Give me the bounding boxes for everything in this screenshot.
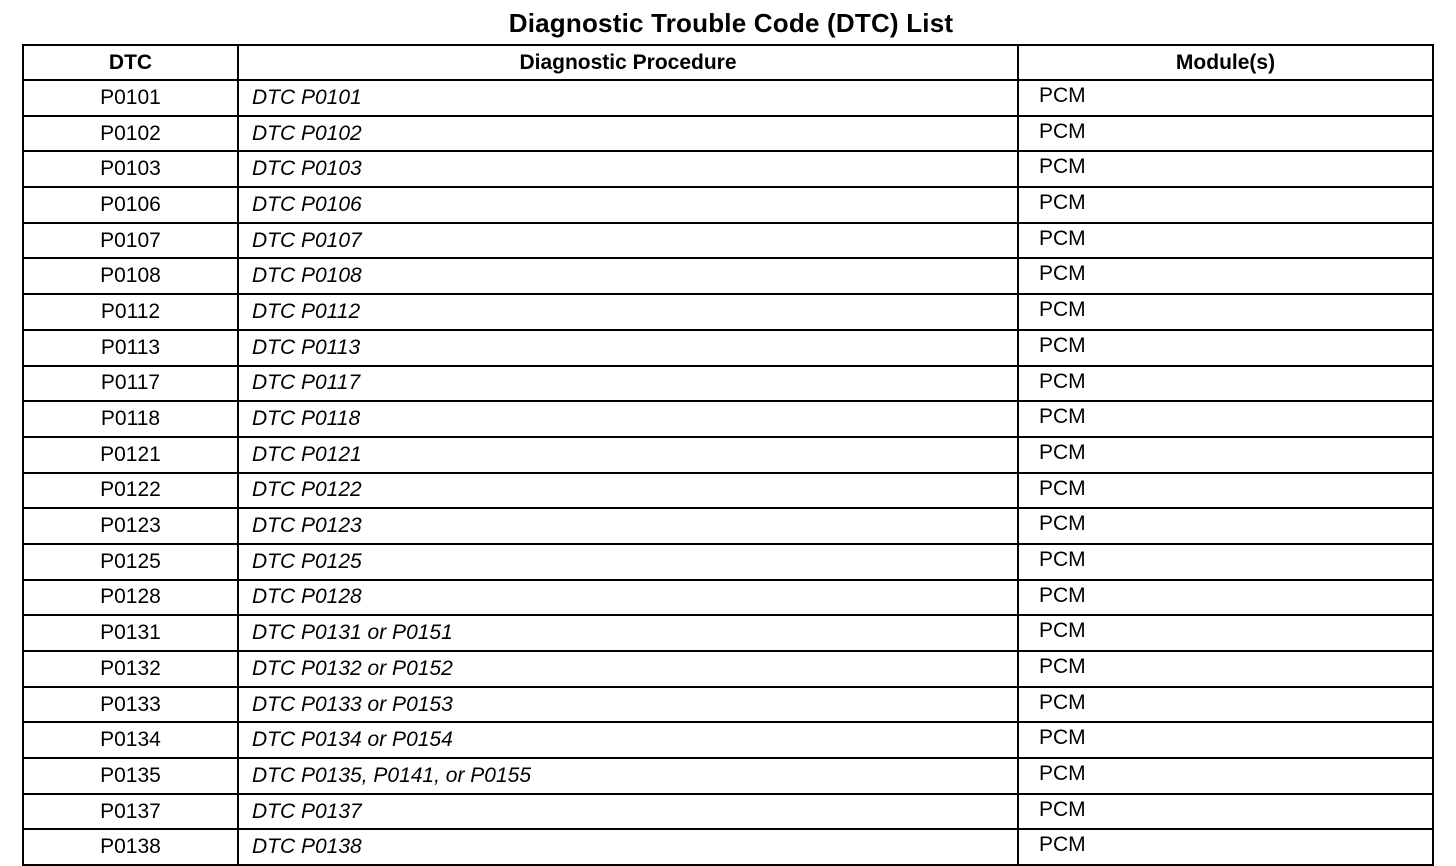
diagnostic-procedure-cell: DTC P0117 — [238, 366, 1018, 402]
table-row — [23, 151, 1433, 187]
module-cell: PCM — [1018, 473, 1433, 509]
table-row — [23, 223, 1433, 259]
module-cell: PCM — [1018, 151, 1433, 187]
table-row — [23, 544, 1433, 580]
document-title: Diagnostic Trouble Code (DTC) List — [508, 8, 954, 38]
table-row — [23, 794, 1433, 830]
module-cell: PCM — [1018, 223, 1433, 259]
dtc-code-cell: P0118 — [23, 401, 238, 437]
table-row — [23, 758, 1433, 794]
dtc-code-cell: P0107 — [23, 223, 238, 259]
diagnostic-procedure-cell: DTC P0132 or P0152 — [238, 651, 1018, 687]
diagnostic-procedure-cell: DTC P0107 — [238, 223, 1018, 259]
diagnostic-procedure-cell: DTC P0121 — [238, 437, 1018, 473]
dtc-code-cell: P0122 — [23, 473, 238, 509]
diagnostic-procedure-cell: DTC P0134 or P0154 — [238, 722, 1018, 758]
diagnostic-procedure-cell: DTC P0113 — [238, 330, 1018, 366]
header-dtc: DTC — [23, 45, 238, 80]
dtc-code-cell: P0113 — [23, 330, 238, 366]
module-cell: PCM — [1018, 651, 1433, 687]
table-row — [23, 401, 1433, 437]
diagnostic-procedure-cell: DTC P0103 — [238, 151, 1018, 187]
diagnostic-procedure-cell: DTC P0102 — [238, 116, 1018, 152]
module-cell: PCM — [1018, 794, 1433, 830]
diagnostic-procedure-cell: DTC P0133 or P0153 — [238, 687, 1018, 723]
diagnostic-procedure-cell: DTC P0118 — [238, 401, 1018, 437]
table-row — [23, 187, 1433, 223]
header-diagnostic-procedure: Diagnostic Procedure — [238, 45, 1018, 80]
diagnostic-procedure-cell: DTC P0112 — [238, 294, 1018, 330]
table-row — [23, 473, 1433, 509]
module-cell: PCM — [1018, 116, 1433, 152]
diagnostic-procedure-cell: DTC P0125 — [238, 544, 1018, 580]
table-row — [23, 258, 1433, 294]
table-row — [23, 651, 1433, 687]
table-row — [23, 80, 1433, 116]
module-cell: PCM — [1018, 294, 1433, 330]
table-row — [23, 580, 1433, 616]
dtc-code-cell: P0108 — [23, 258, 238, 294]
dtc-code-cell: P0117 — [23, 366, 238, 402]
diagnostic-procedure-cell: DTC P0106 — [238, 187, 1018, 223]
dtc-code-cell: P0135 — [23, 758, 238, 794]
module-cell: PCM — [1018, 187, 1433, 223]
diagnostic-procedure-cell: DTC P0138 — [238, 829, 1018, 865]
dtc-code-cell: P0131 — [23, 615, 238, 651]
module-cell: PCM — [1018, 366, 1433, 402]
table-row — [23, 437, 1433, 473]
dtc-code-cell: P0103 — [23, 151, 238, 187]
diagnostic-procedure-cell: DTC P0137 — [238, 794, 1018, 830]
diagnostic-procedure-cell: DTC P0108 — [238, 258, 1018, 294]
module-cell: PCM — [1018, 544, 1433, 580]
dtc-code-cell: P0125 — [23, 544, 238, 580]
diagnostic-procedure-cell: DTC P0131 or P0151 — [238, 615, 1018, 651]
dtc-code-cell: P0134 — [23, 722, 238, 758]
dtc-code-cell: P0133 — [23, 687, 238, 723]
table-row — [23, 330, 1433, 366]
table-row — [23, 687, 1433, 723]
diagnostic-procedure-cell: DTC P0128 — [238, 580, 1018, 616]
diagnostic-procedure-cell: DTC P0135, P0141, or P0155 — [238, 758, 1018, 794]
dtc-code-cell: P0128 — [23, 580, 238, 616]
table-row — [23, 508, 1433, 544]
table-row — [23, 366, 1433, 402]
module-cell: PCM — [1018, 687, 1433, 723]
table-header-row — [23, 45, 1433, 80]
module-cell: PCM — [1018, 615, 1433, 651]
table-body — [23, 80, 1433, 865]
diagnostic-procedure-cell: DTC P0101 — [238, 80, 1018, 116]
header-modules: Module(s) — [1018, 45, 1433, 80]
module-cell: PCM — [1018, 437, 1433, 473]
dtc-code-cell: P0132 — [23, 651, 238, 687]
module-cell: PCM — [1018, 258, 1433, 294]
module-cell: PCM — [1018, 330, 1433, 366]
dtc-code-cell: P0138 — [23, 829, 238, 865]
table-row — [23, 116, 1433, 152]
table-row — [23, 294, 1433, 330]
table-row — [23, 615, 1433, 651]
module-cell: PCM — [1018, 508, 1433, 544]
module-cell: PCM — [1018, 580, 1433, 616]
module-cell: PCM — [1018, 758, 1433, 794]
dtc-code-cell: P0101 — [23, 80, 238, 116]
table-row — [23, 829, 1433, 865]
module-cell: PCM — [1018, 722, 1433, 758]
dtc-code-cell: P0123 — [23, 508, 238, 544]
module-cell: PCM — [1018, 80, 1433, 116]
dtc-code-cell: P0102 — [23, 116, 238, 152]
dtc-table — [22, 44, 1434, 866]
dtc-code-cell: P0121 — [23, 437, 238, 473]
dtc-code-cell: P0137 — [23, 794, 238, 830]
diagnostic-procedure-cell: DTC P0123 — [238, 508, 1018, 544]
dtc-code-cell: P0112 — [23, 294, 238, 330]
module-cell: PCM — [1018, 829, 1433, 865]
dtc-code-cell: P0106 — [23, 187, 238, 223]
module-cell: PCM — [1018, 401, 1433, 437]
table-row — [23, 722, 1433, 758]
diagnostic-procedure-cell: DTC P0122 — [238, 473, 1018, 509]
